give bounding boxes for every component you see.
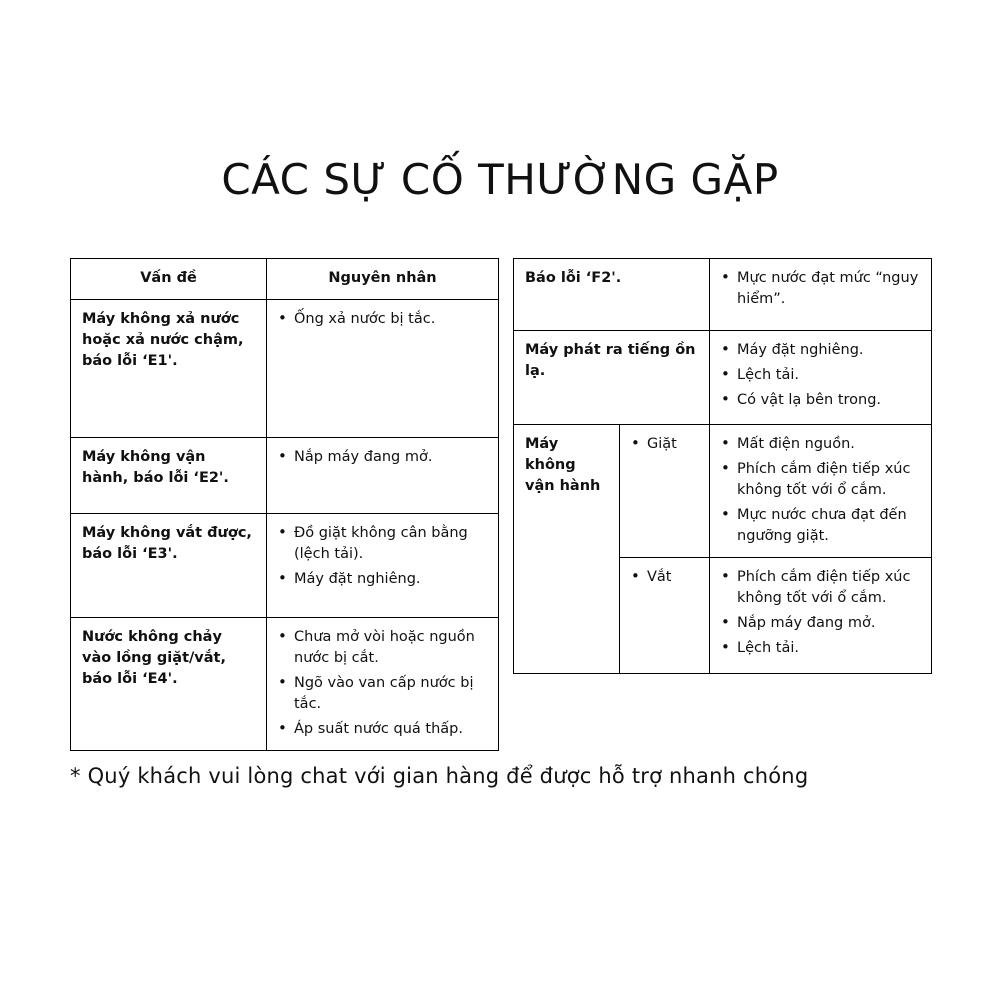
cause-cell: [267, 514, 499, 618]
list-item: • Máy đặt nghiêng.: [721, 340, 920, 361]
list-item: • Phích cắm điện tiếp xúc không tốt với ổ cắm.: [721, 459, 920, 501]
list-item: • Máy đặt nghiêng.: [278, 569, 487, 590]
problem-cell: Báo lỗi ‘F2'.: [514, 259, 710, 331]
list-item: • Đồ giặt không cân bằng (lệch tải).: [278, 523, 487, 565]
list-item: • Mất điện nguồn.: [721, 434, 920, 455]
mode-list: [631, 434, 698, 455]
common-issues-table-left: [70, 258, 499, 751]
cause-cell: [267, 438, 499, 514]
cause-cell: [710, 331, 932, 425]
list-item: • Vắt: [631, 567, 698, 588]
cause-cell: [267, 300, 499, 438]
mode-cell-spin: [620, 558, 710, 674]
problem-cell-merged: Máy không vận hành: [514, 425, 620, 674]
list-item: • Áp suất nước quá thấp.: [278, 719, 487, 740]
cause-cell: [710, 259, 932, 331]
common-issues-table-right: [513, 258, 932, 674]
cause-list: [278, 309, 487, 330]
table-row: [71, 618, 499, 751]
problem-cell: Máy không xả nước hoặc xả nước chậm, báo lỗi ‘E1'.: [71, 300, 267, 438]
list-item: • Có vật lạ bên trong.: [721, 390, 920, 411]
list-item: • Nắp máy đang mở.: [278, 447, 487, 468]
page-title: CÁC SỰ CỐ THƯỜNG GẶP: [221, 155, 779, 204]
mode-list: [631, 567, 698, 588]
table-header-row: [71, 259, 499, 300]
cause-list: [721, 434, 920, 547]
footnote-text: * Quý khách vui lòng chat với gian hàng để được hỗ trợ nhanh chóng: [70, 764, 809, 788]
list-item: • Mực nước đạt mức “nguy hiểm”.: [721, 268, 920, 310]
list-item: • Chưa mở vòi hoặc nguồn nước bị cắt.: [278, 627, 487, 669]
problem-cell: Máy không vận hành, báo lỗi ‘E2'.: [71, 438, 267, 514]
cause-list: [278, 627, 487, 740]
list-item: • Giặt: [631, 434, 698, 455]
list-item: • Lệch tải.: [721, 638, 920, 659]
cause-list: [721, 567, 920, 659]
cause-list: [721, 268, 920, 310]
table-row: [514, 259, 932, 331]
list-item: • Phích cắm điện tiếp xúc không tốt với ổ cắm.: [721, 567, 920, 609]
column-header-cause: Nguyên nhân: [267, 259, 499, 300]
table-row: [514, 425, 932, 558]
list-item: • Lệch tải.: [721, 365, 920, 386]
list-item: • Ngõ vào van cấp nước bị tắc.: [278, 673, 487, 715]
table-row: [514, 331, 932, 425]
cause-list: [278, 523, 487, 590]
cause-cell: [710, 558, 932, 674]
problem-cell: Máy không vắt được, báo lỗi ‘E3'.: [71, 514, 267, 618]
table-row: [71, 514, 499, 618]
cause-list: [721, 340, 920, 411]
column-header-problem: Vấn đề: [71, 259, 267, 300]
list-item: • Nắp máy đang mở.: [721, 613, 920, 634]
table-row: [71, 300, 499, 438]
mode-cell-wash: [620, 425, 710, 558]
problem-cell: Máy phát ra tiếng ồn lạ.: [514, 331, 710, 425]
list-item: • Mực nước chưa đạt đến ngưỡng giặt.: [721, 505, 920, 547]
list-item: • Ống xả nước bị tắc.: [278, 309, 487, 330]
cause-cell: [267, 618, 499, 751]
cause-list: [278, 447, 487, 468]
cause-cell: [710, 425, 932, 558]
table-row: [71, 438, 499, 514]
problem-cell: Nước không chảy vào lồng giặt/vắt, báo lỗi ‘E4'.: [71, 618, 267, 751]
